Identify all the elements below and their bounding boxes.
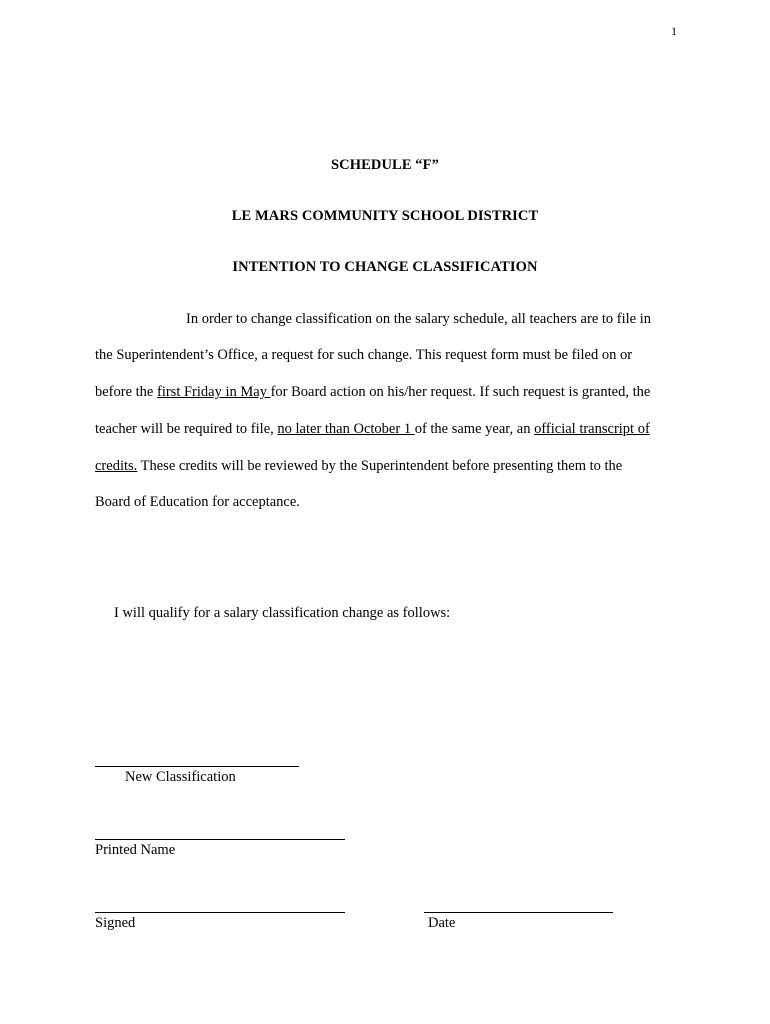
deadline-first-friday-may: first Friday in May [157,384,271,400]
line3-text-b: for Board action on his/her request. If such request is granted, the [270,384,651,400]
form-title: INTENTION TO CHANGE CLASSIFICATION [232,259,538,275]
printed-name-label: Printed Name [95,842,176,858]
schedule-heading: SCHEDULE “F” [331,157,439,173]
new-classification-line[interactable] [95,766,299,767]
district-heading: LE MARS COMMUNITY SCHOOL DISTRICT [231,208,539,224]
line4-text-b: of the same year, an [414,421,535,437]
date-line[interactable] [424,912,613,913]
paragraph-line-3 [95,384,650,401]
qualify-statement: I will qualify for a salary classification change as follows: [114,605,451,621]
new-classification-label: New Classification [125,769,236,785]
line5-text-b: These credits will be reviewed by the Superintendent before presenting them to the [137,458,623,474]
paragraph-line-5 [95,458,622,475]
paragraph-line-2: the Superintendent’s Office, a request for such change. This request form must be filed on or [95,347,633,363]
credits-text: credits. [95,458,138,474]
printed-name-line[interactable] [95,839,345,840]
page-number: 1 [671,24,677,38]
date-label: Date [428,915,456,931]
line3-text-a: before the [95,384,157,400]
deadline-october-1: no later than October 1 [277,421,415,437]
signature-line[interactable] [95,912,345,913]
paragraph-line-1: In order to change classification on the salary schedule, all teachers are to file in [186,311,652,327]
line4-text-a: teacher will be required to file, [95,421,278,437]
paragraph-line-4 [95,421,650,438]
official-transcript-text: official transcript of [534,421,650,437]
paragraph-line-6: Board of Education for acceptance. [95,494,300,510]
signed-label: Signed [95,915,136,931]
